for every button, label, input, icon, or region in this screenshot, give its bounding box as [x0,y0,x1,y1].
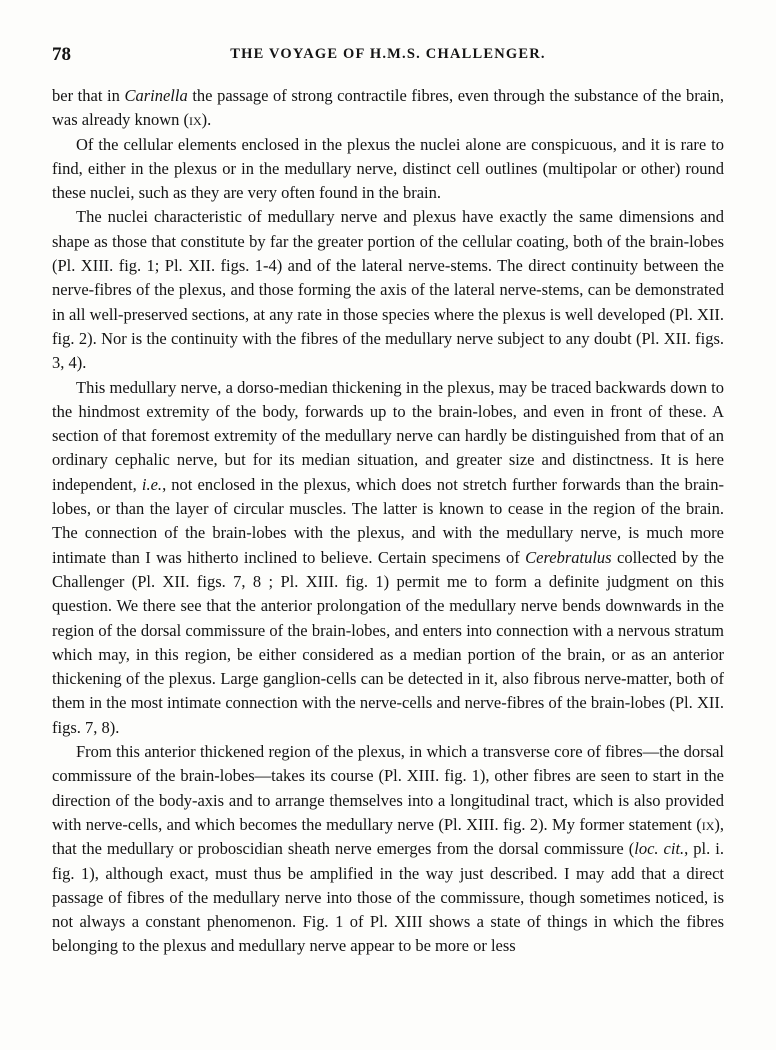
text-run: , not enclosed in the plexus, which does not stretch further forwards than the brain-lobes, or than the layer of circular muscles. The latter is known to cease in the region of the brain. The connection of the brain-lobes with the plexus, and with the medullary nerve, is much more intimate than I was hitherto inclined to believe. Certain specimens of [52,474,725,567]
reference-numeral: ix [189,110,202,130]
text-run: ), that the medullary or proboscidian sheath nerve emerges from the dorsal commissure ( [52,814,724,859]
text-run: The nuclei characteristic of medullary nerve and plexus have exactly the same dimensions and shape as those that constitute by far the greater portion of the cellular coating, both of the brain-lobes (Pl. XIII. fig. 1; Pl. XII. figs. 1-4) and of the lateral nerve-stems. The direct continuity between the nerve-fibres of the plexus, and those forming the axis of the lateral nerve-stems, can be demonstrated in all well-preserved sections, at any rate in those species where the plexus is well developed (Pl. XII. fig. 2). Nor is the continuity with the fibres of the medullary nerve subject to any doubt (Pl. XII. figs. 3, 4). [52,207,724,373]
page-number: 78 [52,44,71,65]
text-run: the passage of strong contractile fibres, even through the substance of the brain, was already known ( [52,86,724,130]
page-header [52,44,724,70]
paragraph [52,84,724,133]
text-run: This medullary nerve, a dorso-median thickening in the plexus, may be traced backwards down to the hindmost extremity of the body, forwards up to the brain-lobes, and even in front of these. A section of that foremost extremity of the medullary nerve can hardly be distinguished from that of an ordinary cephalic nerve, but for its median situation, and greater size and distinctness. It is here independent, [52,377,724,494]
paragraph [52,205,724,375]
text-run: ber that in [52,86,125,105]
italic-text: Cerebratulus [525,547,612,567]
body-text [52,84,724,959]
italic-text: i.e. [141,474,163,494]
italic-text: Carinella [124,86,188,105]
text-run: Of the cellular elements enclosed in the plexus the nuclei alone are conspicuous, and it is rare to find, either in the plexus or in the medullary nerve, distinct cell outlines (multipolar or other) round these nuclei, such as they are very often found in the brain. [52,134,724,203]
reference-numeral: ix [701,814,715,834]
paragraph [52,740,724,959]
running-title: THE VOYAGE OF H.M.S. CHALLENGER. [230,46,546,62]
text-run: , pl. i. fig. 1), although exact, must thus be amplified in the way just described. I may add that a direct passage of fibres of the medullary nerve into those of the commissure, though sometimes noticed, is not always a constant phenomenon. Fig. 1 of Pl. XIII shows a state of things in which the fibres belonging to the plexus and medullary nerve appear to be more or less [52,839,724,956]
italic-text: loc. cit. [634,839,685,859]
paragraph [52,133,724,206]
text-run: ). [201,110,212,130]
text-run: From this anterior thickened region of the plexus, in which a transverse core of fibres—the dorsal commissure of the brain-lobes—takes its course (Pl. XIII. fig. 1), other fibres are seen to start in the direction of the body-axis and to arrange themselves into a longitudinal tract, which is also provided with nerve-cells, and which becomes the medullary nerve (Pl. XIII. fig. 2). My former statement ( [52,742,724,834]
paragraph [52,376,724,740]
text-run: collected by the Challenger (Pl. XII. figs. 7, 8 ; Pl. XIII. fig. 1) permit me to form a definite judgment on this question. We there see that the anterior prolongation of the medullary nerve bends downwards in the region of the dorsal commissure of the brain-lobes, and enters into connection with a nervous stratum which may, in this region, be either considered as a median portion of the brain, or as an anterior thickening of the plexus. Large ganglion-cells can be detected in it, also fibrous nerve-matter, both of them in the most intimate connection with the nerve-cells and nerve-fibres of the brain-lobes (Pl. XII. figs. 7, 8). [52,547,724,737]
